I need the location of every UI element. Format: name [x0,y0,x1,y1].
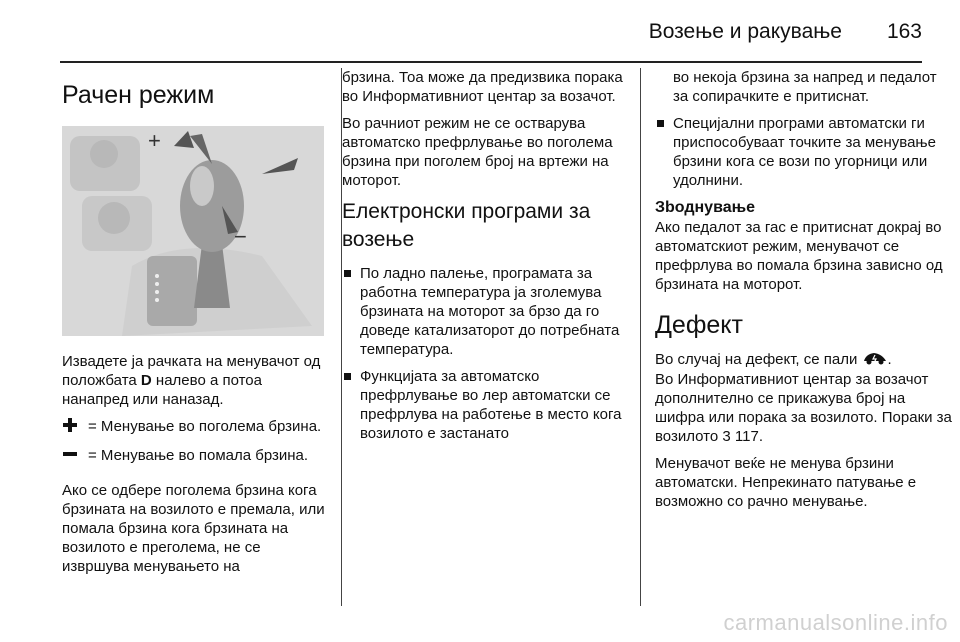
paragraph-fault: Во случај на дефект, се пали . Во Информативниот центар за возачот дополнително се прикажува број на шифра или порака за возилото. Пораки за возилото 3 117. [655,351,952,445]
column-3 [655,68,955,519]
paragraph-shift-warning: Ако се одбере поголема брзина кога брзината на возилото е премала, или помала брзина кога брзината на возилото е преголема, не се извршува менувањето на [62,482,325,575]
paragraph-no-auto-shift: Во рачниот режим не се остварува автоматско префрлување во поголема брзина при поголем број на вртежи на моторот. [342,115,613,189]
section-heading-electronic-programs: Електронски програми за возење [342,200,591,251]
page-reference-link[interactable]: 3 117. [722,427,763,445]
svg-text:+: + [148,128,161,153]
list-item: Специјални програми автоматски ги приспособуваат точките за менување брзини кога се вози по угорници или удолнини. [655,114,955,190]
column-1 [62,68,330,584]
svg-text:−: − [234,224,247,249]
column-2 [342,68,630,451]
list-item: Функцијата за автоматско префрлување во лер автоматски се префрлува на работење в место кога возилото е застанато [342,367,630,443]
watermark: carmanualsonline.info [723,610,948,635]
minus-definition: = Менување во помала брзина. [62,446,330,467]
car-warning-icon [862,351,888,370]
section-heading-kickdown: Зbоднување [655,199,755,216]
section-heading-fault: Дефект [655,311,743,339]
plus-definition: = Менување во поголема брзина. [62,417,330,438]
list-item-continued: во некоја брзина за напред и педалот за сопирачките е притиснат. [673,69,937,105]
programs-list-continued [655,114,955,190]
minus-icon [62,446,88,467]
page-number: 163 [886,20,922,43]
section-heading-manual-mode: Рачен режим [62,81,215,109]
list-item: По ладно палење, програмата за работна температура ја зголемува брзината на моторот за брзо да го доведе катализаторот до потребната температура. [342,264,630,359]
plus-icon [62,417,88,438]
programs-list [342,264,630,443]
paragraph-instructions: Извадете ја рачката на менувачот од положбата D налево а потоа нанапред или наназад. [62,353,321,408]
column-divider-2 [640,68,641,606]
header-rule [60,61,922,63]
paragraph-fault-effect: Менувачот веќе не менува брзини автоматски. Непрекинато патување е возможно со рачно менување. [655,454,917,510]
header-title: Возење и ракување [648,20,842,43]
paragraph-continued: брзина. Тоа може да предизвика порака во Информативниот центар за возачот. [342,69,623,105]
paragraph-kickdown: Ако педалот за гас е притиснат докрај во автоматскиот режим, менувачот се префрлува во помала брзина зависно од брзината на моторот. [655,219,943,293]
gear-lever-illustration [62,126,324,336]
